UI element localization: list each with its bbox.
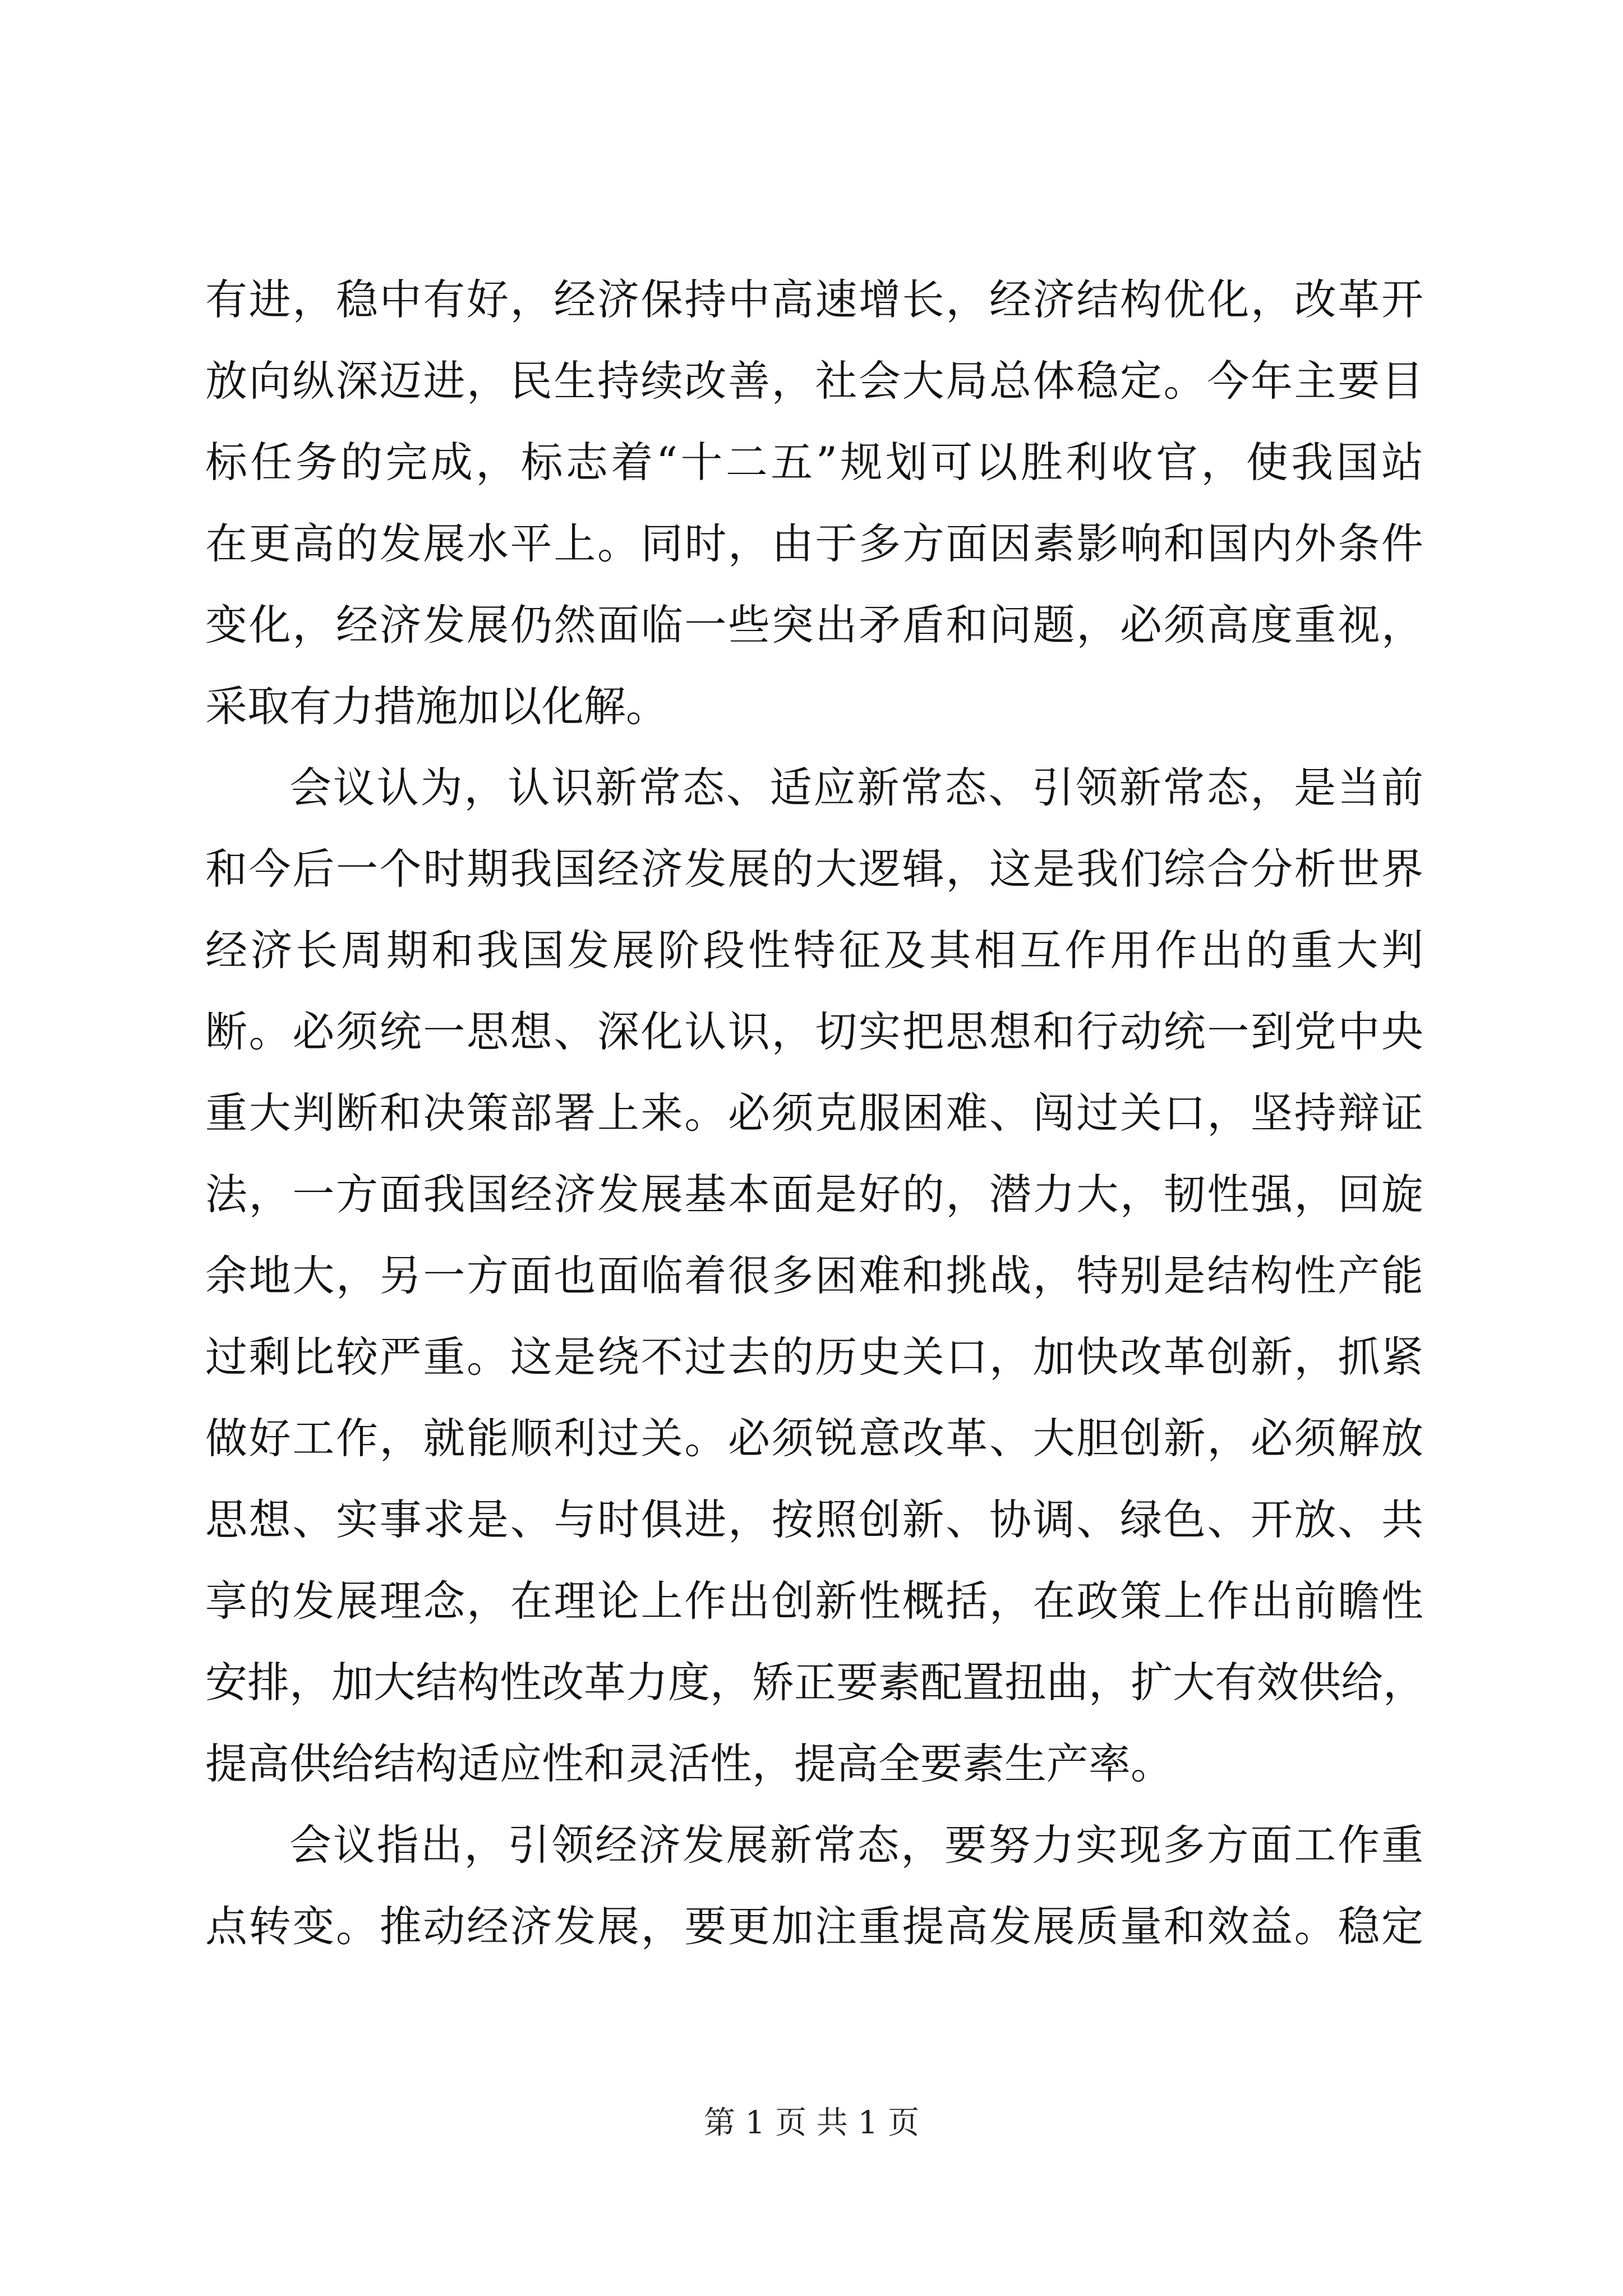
text-line: 标任务的完成，标志着“十二五”规划可以胜利收官，使我国站 bbox=[205, 438, 1423, 487]
text-line: 重大判断和决策部署上来。必须克服困难、闯过关口，坚持辩证 bbox=[205, 1088, 1423, 1138]
paragraph-start-line: 会议指出，引领经济发展新常态，要努力实现多方面工作重 bbox=[289, 1820, 1423, 1870]
text-line: 点转变。推动经济发展，要更加注重提高发展质量和效益。稳定 bbox=[205, 1902, 1423, 1951]
text-line: 有进，稳中有好，经济保持中高速增长，经济结构优化，改革开 bbox=[205, 275, 1423, 324]
text-line: 思想、实事求是、与时俱进，按照创新、协调、绿色、开放、共 bbox=[205, 1495, 1423, 1544]
text-line: 过剩比较严重。这是绕不过去的历史关口，加快改革创新，抓紧 bbox=[205, 1332, 1423, 1382]
text-line: 断。必须统一思想、深化认识，切实把思想和行动统一到党中央 bbox=[205, 1007, 1423, 1056]
page-footer: 第 1 页 共 1 页 bbox=[703, 2105, 920, 2141]
body-text bbox=[205, 259, 1426, 1967]
text-line: 提高供给结构适应性和灵活性，提高全要素生产率。 bbox=[205, 1739, 1173, 1788]
text-line: 享的发展理念，在理论上作出创新性概括，在政策上作出前瞻性 bbox=[205, 1576, 1423, 1626]
text-line: 安排，加大结构性改革力度，矫正要素配置扭曲，扩大有效供给， bbox=[205, 1658, 1426, 1707]
text-line: 在更高的发展水平上。同时，由于多方面因素影响和国内外条件 bbox=[205, 519, 1423, 568]
text-line: 法，一方面我国经济发展基本面是好的，潜力大，韧性强，回旋 bbox=[205, 1170, 1423, 1219]
text-line: 经济长周期和我国发展阶段性特征及其相互作用作出的重大判 bbox=[205, 926, 1423, 975]
text-line: 变化，经济发展仍然面临一些突出矛盾和问题，必须高度重视， bbox=[205, 600, 1423, 650]
paragraph-start-line: 会议认为，认识新常态、适应新常态、引领新常态，是当前 bbox=[289, 763, 1423, 812]
text-line: 和今后一个时期我国经济发展的大逻辑，这是我们综合分析世界 bbox=[205, 844, 1423, 894]
text-line: 放向纵深迈进，民生持续改善，社会大局总体稳定。今年主要目 bbox=[205, 356, 1423, 406]
text-line: 采取有力措施加以化解。 bbox=[205, 682, 668, 731]
text-line: 做好工作，就能顺利过关。必须锐意改革、大胆创新，必须解放 bbox=[205, 1414, 1423, 1463]
text-line: 余地大，另一方面也面临着很多困难和挑战，特别是结构性产能 bbox=[205, 1251, 1423, 1300]
